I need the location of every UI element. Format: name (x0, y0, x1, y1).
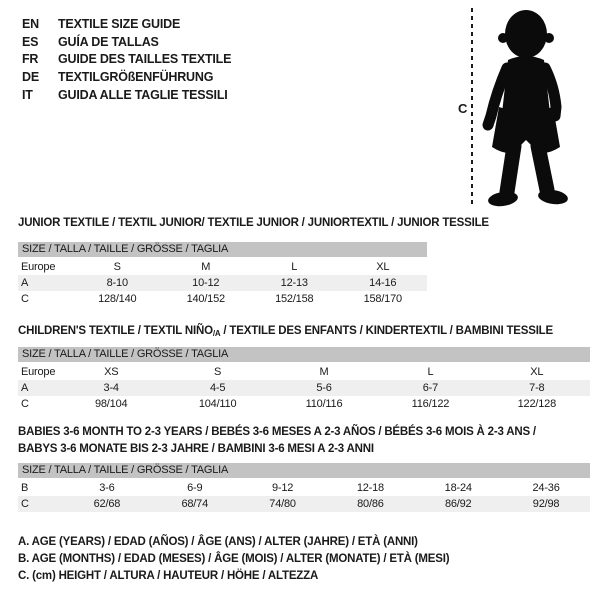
table-cell: 7-8 (529, 382, 545, 394)
table-cell: 86/92 (444, 498, 472, 510)
table-row-age (18, 380, 590, 396)
table-cell: 6-9 (187, 482, 203, 494)
table-cell: 6-7 (422, 382, 439, 394)
table-cell: 18-24 (444, 482, 472, 494)
table-cell: 14-16 (369, 277, 397, 289)
table-row-age (18, 275, 427, 291)
lang-label: GUÍA DE TALLAS (58, 34, 159, 49)
row-label: B (21, 482, 29, 494)
table-cell: 5-6 (316, 382, 332, 394)
table-cell: 74/80 (269, 498, 296, 510)
table-cell: 3-6 (99, 482, 115, 494)
table-cell: S (113, 261, 121, 273)
babies-size-table (18, 463, 590, 512)
table-cell: XL (376, 261, 390, 273)
row-label: A (21, 382, 29, 394)
table-cell: M (319, 366, 329, 378)
table-cell: 62/68 (93, 498, 121, 510)
table-cell: 12-13 (280, 277, 308, 289)
lang-label: TEXTILE SIZE GUIDE (58, 16, 181, 31)
size-header-bar: SIZE / TALLA / TAILLE / GRÖSSE / TAGLIA (18, 347, 590, 362)
title-part: / TEXTILE DES ENFANTS / KINDERTEXTIL / BAMBINI TESSILE (220, 325, 553, 337)
measurement-legend (18, 534, 449, 585)
lang-code: FR (22, 52, 39, 67)
row-label: A (21, 277, 29, 289)
height-measure-dotted-line (471, 8, 473, 206)
table-row-months (18, 480, 590, 496)
babies-section-title (18, 426, 536, 455)
table-cell: 12-18 (356, 482, 384, 494)
language-row-fr (22, 50, 231, 68)
babies-title-line1: BABIES 3-6 MONTH TO 2-3 YEARS / BEBÉS 3-6 MESES A 2-3 AÑOS / BÉBÉS 3-6 MOIS À 2-3 ANS / (18, 426, 536, 438)
legend-line-b: B. AGE (MONTHS) / EDAD (MESES) / ÂGE (MOIS) / ALTER (MONATE) / ETÀ (MESI) (18, 553, 450, 565)
lang-label: GUIDE DES TAILLES TEXTILE (58, 52, 232, 67)
table-cell: 92/98 (532, 498, 560, 510)
children-section-title (18, 325, 553, 338)
table-row-europe (18, 364, 590, 380)
table-row-europe (18, 259, 427, 275)
table-cell: 158/170 (363, 293, 402, 305)
junior-size-table (18, 242, 427, 307)
table-cell: 80/86 (357, 498, 384, 510)
table-cell: S (214, 366, 222, 378)
table-cell: 8-10 (106, 277, 128, 289)
lang-label: TEXTILGRÖßENFÜHRUNG (58, 69, 214, 84)
table-cell: 152/158 (275, 293, 314, 305)
language-row-en (22, 15, 231, 33)
lang-code: EN (22, 16, 39, 31)
table-cell: 4-5 (209, 382, 226, 394)
lang-code: DE (22, 69, 39, 84)
table-cell: 128/140 (98, 293, 137, 305)
table-cell: L (291, 261, 298, 273)
table-cell: 9-12 (271, 482, 294, 494)
table-cell: 10-12 (192, 277, 220, 289)
row-label: Europe (21, 261, 56, 273)
table-cell: 116/122 (411, 398, 450, 410)
table-cell: 24-36 (532, 482, 560, 494)
table-cell: 140/152 (186, 293, 225, 305)
title-part: CHILDREN'S TEXTILE / TEXTIL NIÑO (18, 325, 213, 337)
lang-label: GUIDA ALLE TAGLIE TESSILI (58, 87, 228, 102)
row-label: Europe (21, 366, 56, 378)
legend-line-c: C. (cm) HEIGHT / ALTURA / HAUTEUR / HÖHE / ALTEZZA (18, 570, 319, 582)
table-row-height (18, 396, 590, 412)
language-row-de (22, 68, 231, 86)
table-cell: XL (530, 366, 544, 378)
toddler-silhouette-icon (478, 4, 590, 210)
row-label: C (21, 293, 29, 305)
table-cell: 98/104 (94, 398, 128, 410)
size-header-bar: SIZE / TALLA / TAILLE / GRÖSSE / TAGLIA (18, 463, 590, 478)
title-subscript: /A (212, 329, 221, 338)
babies-title-line2: BABYS 3-6 MONATE BIS 2-3 JAHRE / BAMBINI 3-6 MESI A 2-3 ANNI (18, 442, 374, 455)
table-cell: XS (104, 366, 119, 378)
legend-line-a: A. AGE (YEARS) / EDAD (AÑOS) / ÂGE (ANS) / ALTER (JAHRE) / ETÀ (ANNI) (18, 536, 418, 548)
language-row-es (22, 33, 231, 51)
junior-section-title: JUNIOR TEXTILE / TEXTIL JUNIOR/ TEXTILE JUNIOR / JUNIORTEXTIL / JUNIOR TESSILE (18, 217, 489, 229)
table-cell: 104/110 (198, 398, 237, 410)
children-size-table (18, 347, 590, 412)
table-cell: M (201, 261, 211, 273)
table-row-height (18, 496, 590, 512)
size-header-bar: SIZE / TALLA / TAILLE / GRÖSSE / TAGLIA (18, 242, 427, 257)
table-cell: 68/74 (181, 498, 208, 510)
table-cell: 3-4 (103, 382, 119, 394)
row-label: C (21, 498, 29, 510)
language-title-list (22, 15, 231, 103)
lang-code: ES (22, 34, 39, 49)
table-cell: L (427, 366, 434, 378)
table-cell: 110/116 (305, 398, 343, 410)
table-cell: 122/128 (517, 398, 557, 410)
table-row-height (18, 291, 427, 307)
row-label: C (21, 398, 29, 410)
height-measure-label: C (458, 101, 468, 116)
language-row-it (22, 86, 231, 104)
lang-code: IT (22, 87, 33, 102)
